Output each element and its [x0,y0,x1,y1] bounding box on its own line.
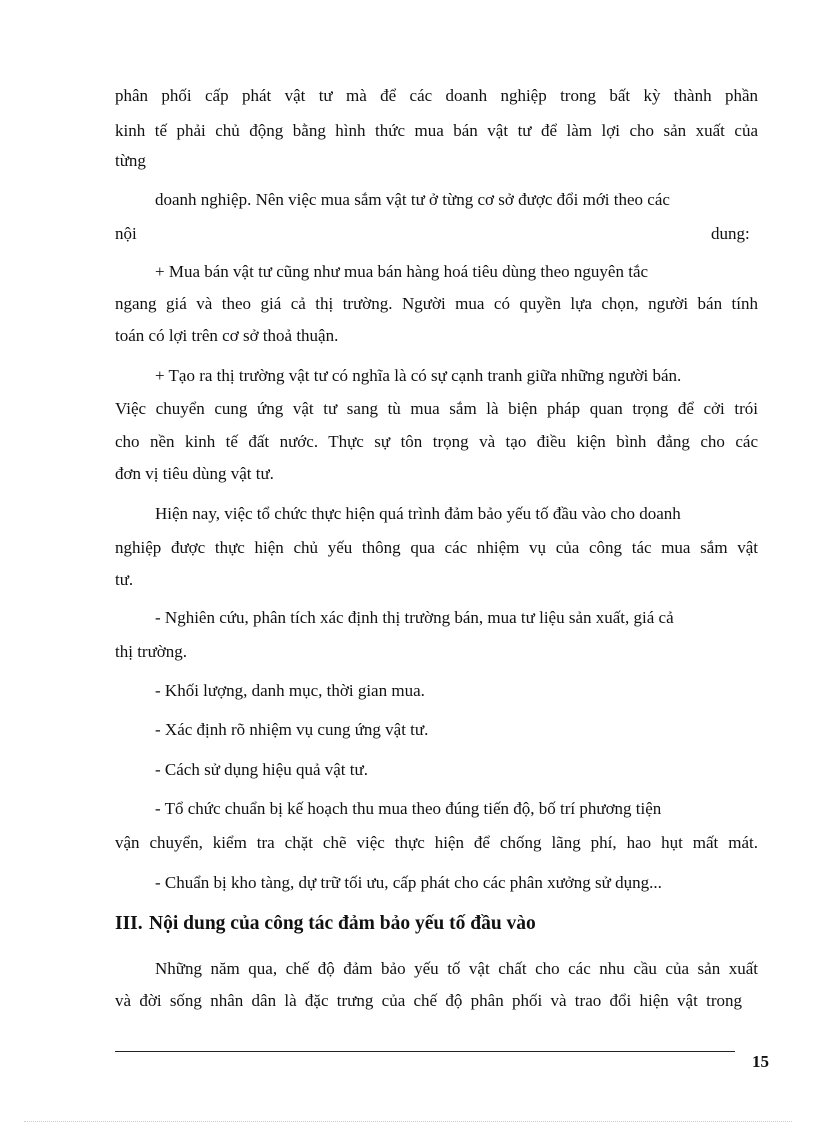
list-item: - Cách sử dụng hiệu quả vật tư. [155,760,368,779]
page-bottom-dotted-border [24,1121,792,1122]
paragraph-line: dung: [711,224,750,243]
paragraph-line: đơn vị tiêu dùng vật tư. [115,464,274,483]
section-number: III. [115,913,143,934]
paragraph-line: + Tạo ra thị trường vật tư có nghĩa là có sự cạnh tranh giữa những người bán. [155,366,682,385]
list-item: - Tổ chức chuẩn bị kế hoạch thu mua theo đúng tiến độ, bố trí phương tiện [155,799,662,818]
paragraph-line: phân phối cấp phát vật tư mà để các doanh nghiệp trong bất kỳ thành phần [115,86,758,105]
paragraph-line: Hiện nay, việc tổ chức thực hiện quá trình đảm bảo yếu tố đầu vào cho doanh [155,504,681,523]
paragraph-line: từng [115,151,146,170]
paragraph-line: nội [115,224,137,243]
section-heading [115,913,536,935]
list-item: - Xác định rõ nhiệm vụ cung ứng vật tư. [155,720,429,739]
paragraph-line: Việc chuyển cung ứng vật tư sang tù mua sắm là biện pháp quan trọng để cởi trói [115,399,758,418]
paragraph-line: cho nền kinh tế đất nước. Thực sự tôn trọng và tạo điều kiện bình đẳng cho các [115,432,758,451]
footer-rule [115,1051,735,1052]
paragraph-line: ngang giá và theo giá cả thị trường. Người mua có quyền lựa chọn, người bán tính [115,294,758,313]
page-number: 15 [752,1052,769,1071]
paragraph-line: doanh nghiệp. Nên việc mua sắm vật tư ở từng cơ sở được đổi mới theo các [155,190,670,209]
list-item: - Chuẩn bị kho tàng, dự trữ tối ưu, cấp phát cho các phân xưởng sử dụng... [155,873,662,892]
paragraph-line: tư. [115,570,134,589]
paragraph-line: và đời sống nhân dân là đặc trưng của chế độ phân phối và trao đổi hiện vật trong [115,991,742,1010]
section-title: Nội dung của công tác đảm bảo yếu tố đầu vào [149,913,536,934]
paragraph-line: toán có lợi trên cơ sở thoả thuận. [115,326,339,345]
paragraph-line: kinh tế phải chủ động bằng hình thức mua bán vật tư để làm lợi cho sản xuất của [115,121,758,140]
list-item-continuation: thị trường. [115,642,188,661]
list-item: - Nghiên cứu, phân tích xác định thị trường bán, mua tư liệu sản xuất, giá cả [155,608,674,627]
paragraph-line: nghiệp được thực hiện chủ yếu thông qua các nhiệm vụ của công tác mua sắm vật [115,538,758,557]
paragraph-line: + Mua bán vật tư cũng như mua bán hàng hoá tiêu dùng theo nguyên tắc [155,262,649,281]
list-item-continuation: vận chuyển, kiểm tra chặt chẽ việc thực hiện để chống lãng phí, hao hụt mất mát. [115,833,758,852]
paragraph-line: Những năm qua, chế độ đảm bảo yếu tố vật chất cho các nhu cầu của sản xuất [155,959,758,978]
list-item: - Khối lượng, danh mục, thời gian mua. [155,681,425,700]
